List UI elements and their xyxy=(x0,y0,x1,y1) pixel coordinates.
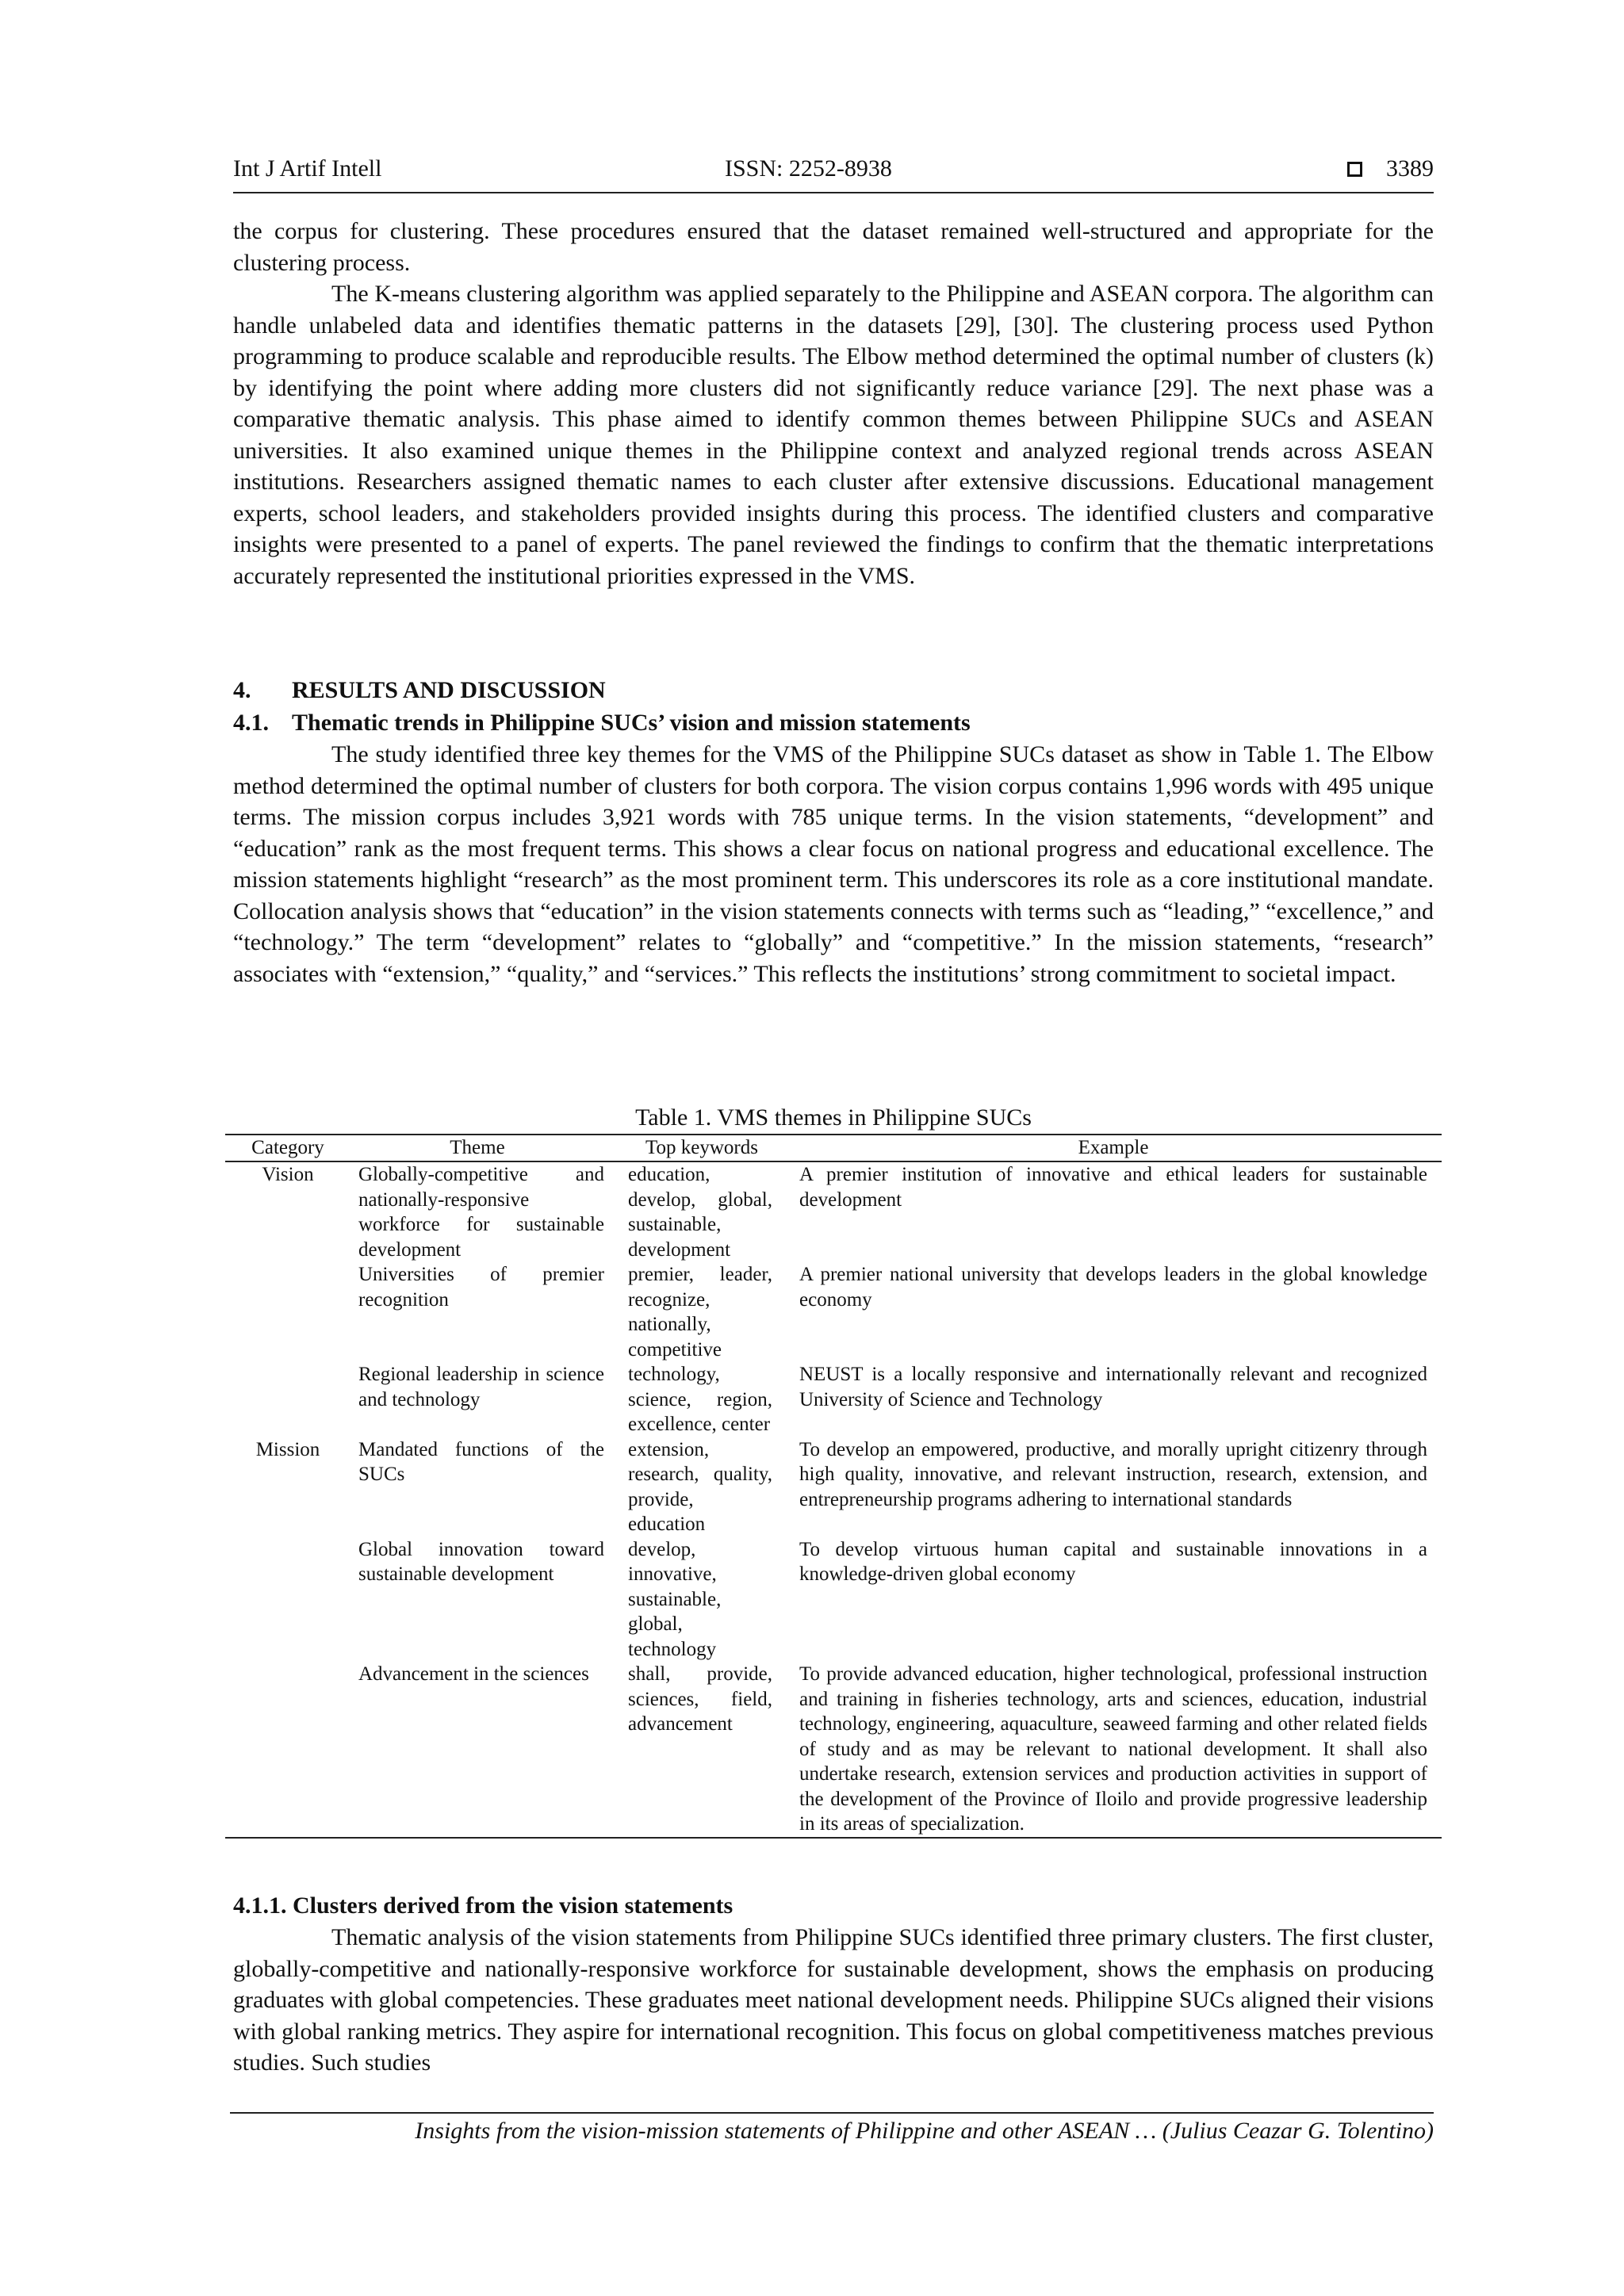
cell-category xyxy=(225,1662,350,1838)
table-caption: Table 1. VMS themes in Philippine SUCs xyxy=(635,1104,1032,1131)
section-number: 4. xyxy=(233,677,251,703)
cell-keywords: premier, leader, recognize, nationally, competitive xyxy=(628,1264,772,1360)
paragraph-kmeans: The K-means clustering algorithm was applied separately to the Philippine and ASEAN corpora. The algorithm can handle unlabeled data and identifies thematic patterns in the datasets [29], [30]. The clustering process used Python programming to produce scalable and reproducible results. The Elbow method determined the optimal number of clusters (k) by identifying the point where adding more clusters did not significantly reduce variance [29]. The next phase was a comparative thematic analysis. This phase aimed to identify common themes between Philippine SUCs and ASEAN universities. It also examined unique themes in the Philippine context and analyzed regional trends across ASEAN institutions. Researchers assigned thematic names to each cluster after extensive discussions. Educational management experts, school leaders, and stakeholders provided insights during this process. The identified clusters and comparative insights were presented to a panel of experts. The panel reviewed the findings to confirm that the thematic interpretations accurately represented the institutional priorities expressed in the VMS. xyxy=(233,281,1434,589)
paragraph-results: The study identified three key themes for the VMS of the Philippine SUCs dataset as show in Table 1. The Elbow method determined the optimal number of clusters for both corpora. The vision corpus contains 1,996 words with 495 unique terms. The mission corpus includes 3,921 words with 785 unique terms. In the vision statements, “development” and “education” rank as the most frequent terms. This shows a clear focus on national progress and educational excellence. The mission statements highlight “research” as the most prominent term. This underscores its role as a core institutional mandate. Collocation analysis shows that “education” in the vision statements connects with terms such as “leading,” “excellence,” and “technology.” The term “development” relates to “globally” and “competitive.” In the mission statements, “research” associates with “extension,” “quality,” and “services.” This reflects the institutions’ strong commitment to societal impact. xyxy=(233,741,1434,987)
cell-example: To develop an empowered, productive, and morally upright citizenry through high quality, innovative, and relevant instruction, research, extension, and entrepreneurship programs adhering to international standards xyxy=(799,1438,1427,1510)
footer-rule xyxy=(230,2112,1434,2114)
page-number: 3389 xyxy=(1386,155,1434,182)
paragraph-vision-clusters: Thematic analysis of the vision statements from Philippine SUCs identified three primary clusters. The first cluster, globally-competitive and nationally-responsive workforce for sustainable development, shows the emphasis on producing graduates with global competencies. These graduates meet national development needs. Philippine SUCs aligned their visions with global ranking metrics. They aspire for international recognition. This focus on global competitiveness matches previous studies. Such studies xyxy=(233,1924,1434,2076)
cell-category xyxy=(225,1262,350,1362)
cell-category: Vision xyxy=(262,1164,314,1185)
cell-theme: Advancement in the sciences xyxy=(350,1662,619,1838)
cell-example: NEUST is a locally responsive and internationally relevant and recognized University of Science and Technology xyxy=(799,1364,1427,1410)
cell-example: A premier institution of innovative and ethical leaders for sustainable development xyxy=(799,1164,1427,1211)
column-header-theme: Theme xyxy=(350,1135,619,1161)
column-header-example: Example xyxy=(785,1135,1442,1161)
table-row xyxy=(225,1262,1442,1362)
cell-keywords: technology, science, region, excellence, center xyxy=(628,1364,772,1435)
cell-theme: Regional leadership in science and technology xyxy=(358,1364,604,1410)
cell-theme: Globally-competitive and nationally-responsive workforce for sustainable development xyxy=(358,1164,604,1261)
vms-themes-table xyxy=(225,1134,1442,1839)
cell-keywords: develop, innovative, sustainable, global, technology xyxy=(628,1538,722,1660)
issn: ISSN: 2252-8938 xyxy=(725,155,892,182)
cell-keywords: shall, provide, sciences, field, advancement xyxy=(619,1662,785,1838)
cell-example: A premier national university that develops leaders in the global knowledge economy xyxy=(799,1264,1427,1311)
paragraph-continued: the corpus for clustering. These procedures ensured that the dataset remained well-structured and appropriate for the clustering process. xyxy=(233,218,1434,276)
running-footer: Insights from the vision-mission statements of Philippine and other ASEAN … (Julius Ceazar G. Tolentino) xyxy=(415,2118,1434,2144)
cell-theme: Mandated functions of the SUCs xyxy=(358,1438,604,1485)
cell-keywords: extension, research, quality, provide, education xyxy=(628,1438,772,1535)
subsection-title: Thematic trends in Philippine SUCs’ vision and mission statements xyxy=(292,710,971,736)
subsection-heading xyxy=(233,707,971,738)
table-row xyxy=(225,1161,1442,1262)
vision-clusters-paragraph-block xyxy=(233,1922,1434,2079)
intro-paragraphs xyxy=(233,216,1434,591)
cell-example: To develop virtuous human capital and sustainable innovations in a knowledge-driven global economy xyxy=(799,1538,1427,1585)
table-header-row xyxy=(225,1135,1442,1161)
running-header xyxy=(233,155,1434,193)
hollow-square-icon xyxy=(1347,162,1362,177)
cell-category: Mission xyxy=(255,1438,320,1460)
results-paragraph-block xyxy=(233,739,1434,989)
column-header-category: Category xyxy=(225,1135,350,1161)
section-title: RESULTS AND DISCUSSION xyxy=(292,677,606,703)
cell-example: To provide advanced education, higher technological, professional instruction and training in fisheries technology, arts and sciences, education, industrial technology, engineering, aquaculture, seaweed farming and other related fields of study and as may be relevant to national development. It shall also undertake research, extension services and production activities in support of the development of the Province of Iloilo and provide progressive leadership in its areas of specialization. xyxy=(785,1662,1442,1838)
subsection-number: 4.1. xyxy=(233,710,269,736)
cell-category xyxy=(225,1362,350,1437)
subsubsection-heading: 4.1.1. Clusters derived from the vision statements xyxy=(233,1892,733,1919)
table-row xyxy=(225,1437,1442,1537)
column-header-keywords: Top keywords xyxy=(619,1135,785,1161)
page-marker xyxy=(1347,155,1434,182)
cell-theme: Universities of premier recognition xyxy=(358,1264,604,1311)
cell-keywords: education, develop, global, sustainable, development xyxy=(628,1164,772,1261)
section-heading xyxy=(233,675,606,706)
journal-name: Int J Artif Intell xyxy=(233,155,382,182)
table-row xyxy=(225,1537,1442,1663)
table-row xyxy=(225,1362,1442,1437)
cell-category xyxy=(225,1537,350,1663)
cell-theme: Global innovation toward sustainable development xyxy=(358,1538,604,1585)
table-row xyxy=(225,1662,1442,1838)
